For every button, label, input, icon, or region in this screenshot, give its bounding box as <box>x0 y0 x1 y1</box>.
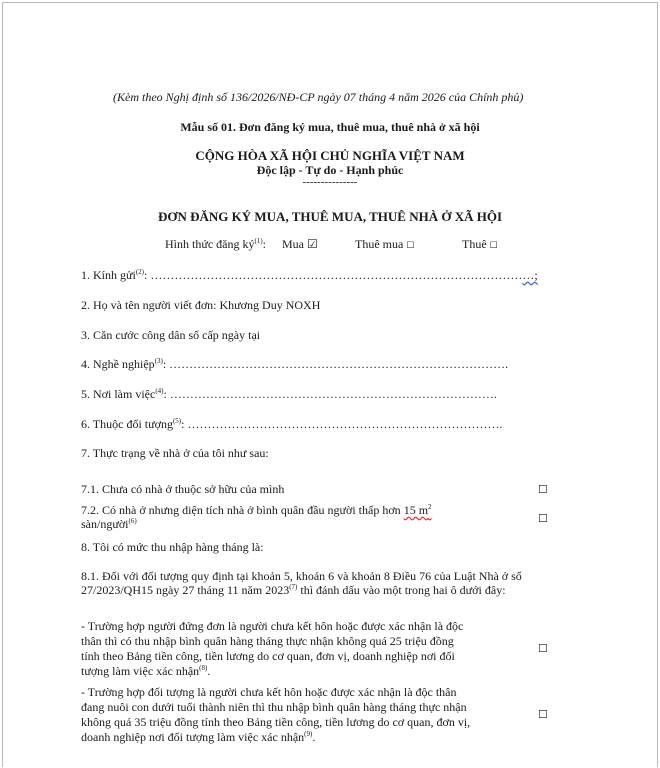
option-mua-checkbox[interactable]: ☑ <box>307 237 318 251</box>
footnote-6: (6) <box>128 517 137 525</box>
field-noi-lam-viec-dots: : ………………………………………………………………………. <box>163 387 497 401</box>
housing-item-7-2-cont <box>81 517 137 532</box>
income-option-parent-line: không quá 35 triệu đồng tính theo Bảng tiền công, tiền lương do cơ quan, đơn vị, <box>81 715 471 729</box>
option-mua[interactable] <box>282 237 318 252</box>
housing-7-2-unit: 15 $m^2$ <box>403 503 432 517</box>
option-thue-checkbox[interactable]: ☐ <box>489 240 498 250</box>
option-thue-mua[interactable] <box>355 237 414 252</box>
field-kinh-gui-tail: …; <box>522 268 538 282</box>
field-doi-tuong-label: 6. Thuộc đối tượng <box>81 417 173 431</box>
option-thue-mua-checkbox[interactable]: ☐ <box>406 240 415 250</box>
income-8-1-law: 27/2023/QH15 ngày 27 tháng 11 năm 2023 <box>81 583 290 597</box>
field-nghe-nghiep-label: 4. Nghề nghiệp <box>81 357 155 371</box>
footnote-4: (4) <box>155 387 164 395</box>
income-single-checkbox[interactable]: ☐ <box>538 643 548 655</box>
field-noi-lam-viec <box>81 387 497 402</box>
income-title: 8. Tôi có mức thu nhập hàng tháng là: <box>81 540 264 554</box>
nation-title: CỘNG HÒA XÃ HỘI CHỦ NGHĨA VIỆT NAM <box>195 148 465 163</box>
field-thuc-trang: 7. Thực trạng về nhà ở của tôi như sau: <box>81 446 269 460</box>
field-noi-lam-viec-label: 5. Nơi làm việc <box>81 387 156 401</box>
income-option-single-line: tính theo Bảng tiền công, tiền lương do cơ quan, đơn vị, doanh nghiệp nơi đối <box>81 649 455 663</box>
field-nghe-nghiep <box>81 357 508 372</box>
option-thue-label: Thuê <box>462 237 487 251</box>
divider: --------------- <box>302 176 358 188</box>
footnote-5: (5) <box>172 417 182 425</box>
housing-item-7-1: 7.1. Chưa có nhà ở thuộc sở hữu của mình <box>81 482 285 496</box>
income-8-1-line2 <box>81 583 506 598</box>
housing-7-1-checkbox[interactable]: ☐ <box>538 484 548 496</box>
housing-7-2-checkbox[interactable]: ☐ <box>538 513 548 525</box>
registration-label: Hình thức đăng ký <box>165 237 255 251</box>
income-8-1-line1: 8.1. Đối với đối tượng quy định tại khoản 5, khoản 6 và khoản 8 Điều 76 của Luật Nhà ở số <box>81 569 522 583</box>
housing-7-2-unit-text: sàn/người <box>81 517 129 531</box>
attach-note: (Kèm theo Nghị định số 136/2026/NĐ-CP ngày 07 tháng 4 năm 2026 của Chính phủ) <box>113 90 524 104</box>
form-title: Mẫu số 01. Đơn đăng ký mua, thuê mua, thuê nhà ở xã hội <box>180 120 480 134</box>
field-kinh-gui <box>81 268 538 283</box>
housing-7-2-text: 7.2. Có nhà ở nhưng diện tích nhà ở bình quân đầu người thấp hơn <box>81 503 404 517</box>
footnote-8: (8) <box>199 664 208 672</box>
income-8-1-instruction: thì đánh dấu vào một trong hai ô dưới đây: <box>297 583 506 597</box>
income-option-single-line: - Trường hợp người đứng đơn là người chưa kết hôn hoặc được xác nhận là độc <box>81 619 464 633</box>
field-ho-ten: 2. Họ và tên người viết đơn: Khương Duy NOXH <box>81 298 321 312</box>
field-nghe-nghiep-dots: : …………………………………………………………………………. <box>162 357 509 371</box>
option-thue[interactable] <box>462 237 498 252</box>
income-option-single <box>81 619 463 679</box>
option-thue-mua-label: Thuê mua <box>355 237 404 251</box>
document-page <box>2 2 658 767</box>
registration-row <box>165 237 266 252</box>
option-mua-label: Mua <box>282 237 304 251</box>
footnote-1: (1) <box>254 237 263 245</box>
income-option-parent-line: - Trường hợp đối tượng là người chưa kết hôn hoặc được xác nhận là độc thân <box>81 685 457 699</box>
registration-colon: : <box>262 237 267 251</box>
income-option-single-parent <box>81 685 470 745</box>
footnote-3: (3) <box>154 357 163 365</box>
field-doi-tuong-dots: : ……………………………………………………………………. <box>181 417 503 431</box>
document-title: ĐƠN ĐĂNG KÝ MUA, THUÊ MUA, THUÊ NHÀ Ở XÃ HỘI <box>157 209 503 224</box>
income-option-parent-line: doanh nghiệp nơi đối tượng làm việc xác nhận$^{(9)}$. <box>81 730 316 744</box>
field-cccd: 3. Căn cước công dân số cấp ngày tại <box>81 328 261 342</box>
footnote-9: (9) <box>304 730 313 738</box>
footnote-7: (7) <box>289 583 298 591</box>
income-parent-checkbox[interactable]: ☐ <box>538 709 548 721</box>
income-option-parent-line: đang nuôi con dưới tuổi thành niên thì thu nhập bình quân hàng tháng thực nhận <box>81 700 467 714</box>
housing-item-7-2 <box>81 503 432 518</box>
income-option-single-line: tượng làm việc xác nhận$^{(8)}$. <box>81 664 211 678</box>
income-option-single-line: thân thì có thu nhập bình quân hàng tháng thực nhận không quá 25 triệu đồng <box>81 634 454 648</box>
field-doi-tuong <box>81 417 502 432</box>
field-kinh-gui-label: 1. Kính gửi <box>81 268 136 282</box>
field-kinh-gui-dots: : ………………………………………………………………………………… <box>144 268 523 282</box>
motto: Độc lập - Tự do - Hạnh phúc <box>256 163 404 177</box>
footnote-2: (2) <box>135 268 145 276</box>
